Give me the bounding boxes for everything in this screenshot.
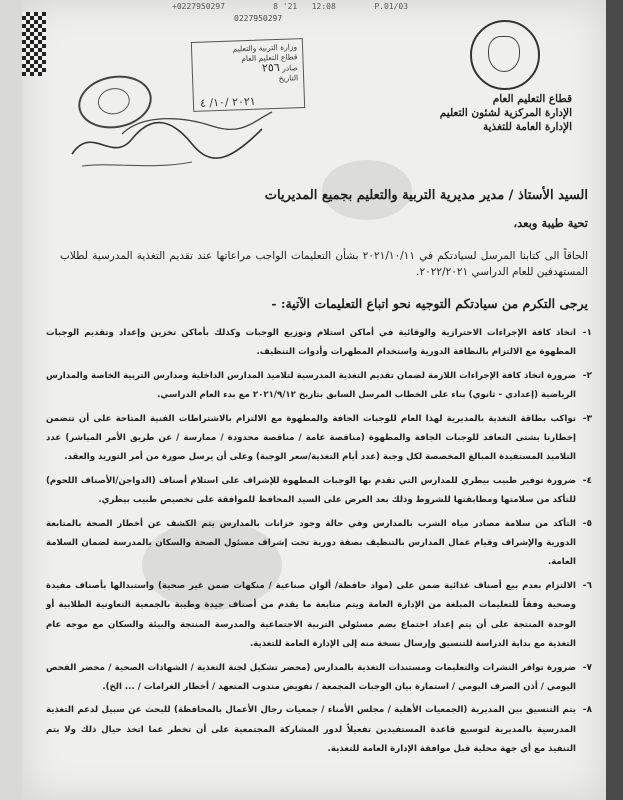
stamp-line-2: قطاع التعليم العام [241,52,298,64]
list-item [46,410,592,468]
item-number: ٢- [582,370,592,381]
fax-number: +0227950297 [172,2,225,11]
fax-header [172,2,602,14]
item-number: ٧- [582,662,592,673]
item-number: ٦- [582,580,592,591]
header-line-2: الإدارة المركزية لشئون التعليم [439,107,572,119]
fax-time: 12:08 [311,2,336,11]
ministry-seal-icon [470,20,540,90]
stamp-ref-value: ٢٥٦ [261,60,280,75]
item-number: ٣- [582,413,592,424]
item-text: ضرورة توافر النشرات والتعليمات ومستندات التغذية بالمدارس (محضر تشكيل لجنة التغذية / الشهادات الصحية / محضر الفحص اليومي / أذن الصرف اليومي / استمارة بيان الوجبات المجمعة / تفويض مندوب المتعهد / أخطار الغرامات / ... الخ). [46,662,576,692]
item-text: التأكد من سلامة مصادر مياه الشرب بالمدارس وفي حالة وجود خزانات بالمدارس يتم الكشف عن أخطار الصحة بالمتابعة الدورية والإشراف وقيام عمال المدارس بالتنظيف بصفة دورية تحت إشراف مسئول الصحة والسكان بالمدرسة لضمان السلامة العامة. [46,518,576,568]
item-number: ٨- [582,705,592,716]
document-page [22,0,606,800]
list-item [46,701,592,759]
outgoing-stamp [191,38,305,112]
item-text: تواكب بطاقة التغذية بالمديرية لهذا العام للوجبات الجافة والمطهوة مع الالتزام بالاشتراطات الفنية المتاحة على أن تتضمن إخطارنا بشتى التعاقد للوجبات الجافة والمطهوة (مناقصة عامة / مناقصة محدودة / ممارسة / عن طريق الأمر المباشر) عدد التلاميذ المستفيدة المبالغ المخصصة لكل وجبة (عدد أيام التغذية/سعر الوجبة) وعلى أن يرسل صورة من أمر التوريد والعقد. [46,413,576,463]
item-text: يتم التنسيق بين المديرية (الجمعيات الأهلية / مجلس الأمناء / جمعيات رجال الأعمال بالمحافظة) للبحث عن سبيل لدعم التغذية المدرسية بالمديرية لتوسيع قاعدة المستفيدين تفعيلاً لدور المشاركة المجتمعية على أن تخطر عما اتخذ حيال ذلك ولا يتم التنفيذ مع أي جهة محلية قبل موافقة الإدارة العامة للتغذية. [46,705,576,755]
stamp-date-value: ٢٠٢١ /١٠/ ٤ [199,94,256,110]
stamp-ref-label: صادر [282,63,298,73]
item-number: ٥- [582,518,592,529]
issuer-header [402,92,572,134]
header-line-1: قطاع التعليم العام [492,93,572,105]
instructions-list [46,324,592,764]
item-number: ١- [582,328,592,338]
item-text: اتخاذ كافة الإجراءات الاحترازية والوقائية في أماكن استلام وتوزيع الوجبات وكذلك بأماكن تخزين وإعداد وتقديم الوجبات المطهوة مع الالتزام بالنظافة الدورية واستخدام المطهرات وأدوات التنظيف. [46,328,576,358]
intro-paragraph: الحاقاً الى كتابنا المرسل لسيادتكم في ٢٠٢١/١٠/١١ بشأن التعليمات الواجب مراعاتها عند تقديم التغذية المدرسية لطلاب المستهدفين للعام الدراسي ٢٠٢٢/٢٠٢١. [60,250,588,278]
request-heading: يرجى التكرم من سيادتكم التوجيه نحو اتباع التعليمات الآتية: - [271,296,588,311]
list-item [46,472,592,511]
addressee-line: السيد الأستاذ / مدير مديرية التربية والتعليم بجميع المديريات [264,188,588,203]
list-item [46,515,592,573]
stamp-date-label: التاريخ [278,73,299,83]
stamp-line-1: وزارة التربية والتعليم [232,42,298,54]
fax-pages: P.01/03 [374,2,409,11]
list-item [46,367,592,406]
list-item [46,659,592,698]
greeting-line: تحية طيبة وبعد، [513,216,588,230]
handwritten-signature-icon [62,104,282,174]
fax-registration-mark-icon [22,12,46,76]
fax-date: 8 '21 [273,2,298,11]
header-line-3: الإدارة العامة للتغذية [483,121,572,133]
item-text: ضرورة توفير طبيب بيطري للمدارس التي تقدم بها الوجبات المطهوة للإشراف على استلام أصناف (الدواجن/الأصناف اللحوم) للتأكد من سلامتها ومطابقتها للشروط وذلك بعد العرض على السيد المحافظ للموافقة على تخصيص طبيب بيطري. [46,475,576,506]
item-number: ٤- [582,475,592,486]
barcode-number: 0227950297 [234,14,283,23]
item-text: الالتزام بعدم بيع أصناف غذائية ضمن على (مواد حافظة/ ألوان صناعية / منكهات ضمن غير صحية) واستبدالها بأصناف مفيدة وصحية وفقاً للتعليمات المبلغة من الإدارة العامة ويتم متابعة ما يقدم من أصناف جيدة وطيبة بالجمعية التعاونية الطلابية أو الوحدة المنتجة على أن يتم إعداد اجتماع يضم مسئولي التربية الاجتماعية والمدرسة المنتجة والبيئة والسكان مع موجه عام التغذية مع بداية الدراسة للتنسيق وإرسال نسخة منه إلى الإدارة العامة للتغذية. [46,580,576,650]
list-item [46,324,592,363]
item-text: ضرورة اتخاذ كافة الإجراءات اللازمة لضمان تقديم التغذية المدرسية لتلاميذ المدارس الداخلية ومدارس التربية الخاصة والمدارس الرياضية (إعدادي - ثانوي) بناء على الخطاب المرسل السابق بتاريخ ٢٠٢١/٩/١٢ مع بدء العام الدراسي. [46,370,576,401]
list-item [46,577,592,655]
scan-left-margin [0,0,22,800]
